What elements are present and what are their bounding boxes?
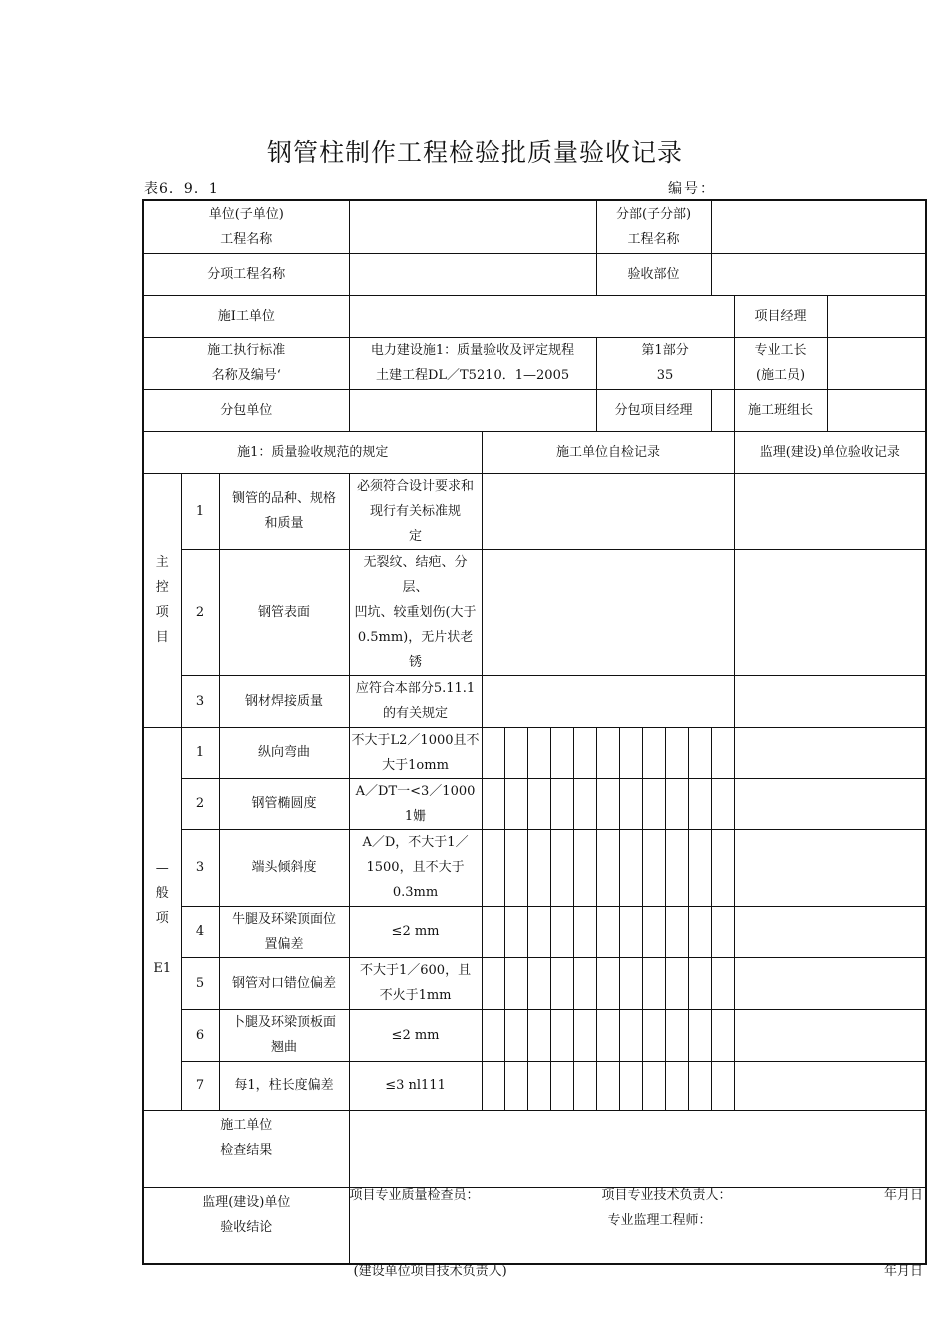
measure-cell[interactable] <box>482 1061 504 1110</box>
measure-cell[interactable] <box>688 727 711 778</box>
unit-name-label: 单位(子单位) 工程名称 <box>143 200 349 253</box>
table-row <box>143 957 926 1009</box>
measure-cell[interactable] <box>619 727 642 778</box>
measure-cell[interactable] <box>665 1061 688 1110</box>
measure-cell[interactable] <box>550 829 573 906</box>
accept-part-field[interactable] <box>711 253 926 295</box>
date-label: 年 月 日 <box>884 1264 924 1279</box>
item-name: 卜腿及环梁顶板面 翘曲 <box>219 1009 349 1061</box>
subcontract-unit-label: 分包单位 <box>143 389 349 431</box>
measure-cell[interactable] <box>711 906 734 957</box>
measure-cell[interactable] <box>482 1009 504 1061</box>
sub-pm-field[interactable] <box>711 389 734 431</box>
subcontract-unit-field[interactable] <box>349 389 596 431</box>
owner-tech-lead-label: (建设单位项目技术负责人) <box>353 1264 507 1279</box>
table-row <box>143 1009 926 1061</box>
measure-cell[interactable] <box>642 829 665 906</box>
table-row <box>143 1110 926 1187</box>
measure-cell[interactable] <box>665 727 688 778</box>
standard-value: 电力建设施1：质量验收及评定规程 土建工程DL／T5210．1—2005 <box>349 337 596 389</box>
table-row <box>143 549 926 675</box>
measure-cell[interactable] <box>504 829 527 906</box>
table-row <box>143 295 926 337</box>
item-requirement: ≤3 nl111 <box>349 1061 482 1110</box>
table-row <box>143 1187 926 1264</box>
construction-unit-label: 施I工单位 <box>143 295 349 337</box>
measure-cell[interactable] <box>688 829 711 906</box>
measure-cell[interactable] <box>504 727 527 778</box>
sub-project-label: 分部(子分部) 工程名称 <box>596 200 711 253</box>
measure-cell[interactable] <box>711 829 734 906</box>
measure-cell[interactable] <box>642 778 665 829</box>
measure-cell[interactable] <box>711 957 734 1009</box>
check-result-label: 施工单位 检查结果 <box>143 1110 349 1187</box>
table-row <box>143 253 926 295</box>
measure-cell[interactable] <box>688 1061 711 1110</box>
table-row <box>143 727 926 778</box>
measure-cell[interactable] <box>550 1009 573 1061</box>
foreman-label: 专业工长 (施工员) <box>734 337 827 389</box>
supervisor-field[interactable] <box>734 727 926 778</box>
measure-cell[interactable] <box>642 727 665 778</box>
self-check-field[interactable] <box>482 549 734 675</box>
accept-part-label: 验收部位 <box>596 253 711 295</box>
measure-cell[interactable] <box>619 957 642 1009</box>
measure-cell[interactable] <box>619 906 642 957</box>
measure-cell[interactable] <box>619 778 642 829</box>
item-requirement: 无裂纹、结疤、分层、 凹坑、较重划伤(大于 0.5mm)，无片状老锈 <box>349 549 482 675</box>
supervisor-field[interactable] <box>734 906 926 957</box>
supervisor-field[interactable] <box>734 778 926 829</box>
team-leader-label: 施工班组长 <box>734 389 827 431</box>
item-name: 铡管的品种、规格 和质量 <box>219 473 349 549</box>
item-name-label: 分项工程名称 <box>143 253 349 295</box>
item-name: 牛腿及环梁顶面位 置偏差 <box>219 906 349 957</box>
measure-cell[interactable] <box>527 906 550 957</box>
measure-cell[interactable] <box>550 1061 573 1110</box>
measure-cell[interactable] <box>550 957 573 1009</box>
item-name: 端头倾斜度 <box>219 829 349 906</box>
measure-cell[interactable] <box>619 1061 642 1110</box>
general-group-label: — 般 项 E1 <box>143 727 181 1110</box>
supervisor-conclusion-label: 监理(建设)单位 验收结论 <box>143 1187 349 1264</box>
item-number: 7 <box>181 1061 219 1110</box>
measure-cell[interactable] <box>596 727 619 778</box>
item-requirement: A／DT一<3／1000 1姗 <box>349 778 482 829</box>
document-number-label: 编号： <box>668 181 716 197</box>
measure-cell[interactable] <box>573 829 596 906</box>
item-requirement: 不大于L2／1000且不 大于1omm <box>349 727 482 778</box>
item-number: 2 <box>181 778 219 829</box>
construction-unit-field[interactable] <box>349 295 734 337</box>
measure-cell[interactable] <box>550 727 573 778</box>
measure-cell[interactable] <box>550 778 573 829</box>
supervisor-field[interactable] <box>734 549 926 675</box>
item-requirement: ≤2 mm <box>349 1009 482 1061</box>
quality-inspector-label: 项目专业质量检查员： <box>349 1187 480 1203</box>
measure-cell[interactable] <box>596 906 619 957</box>
measure-cell[interactable] <box>596 778 619 829</box>
item-number: 1 <box>181 727 219 778</box>
standard-label: 施工执行标准 名称及编号‘ <box>143 337 349 389</box>
measure-cell[interactable] <box>573 957 596 1009</box>
measure-cell[interactable] <box>482 829 504 906</box>
measure-cell[interactable] <box>688 1009 711 1061</box>
project-manager-label: 项目经理 <box>734 295 827 337</box>
table-row <box>143 389 926 431</box>
measure-cell[interactable] <box>573 1061 596 1110</box>
item-name: 每1，柱长度偏差 <box>219 1061 349 1110</box>
supervisor-field[interactable] <box>734 957 926 1009</box>
sub-pm-label: 分包项目经理 <box>596 389 711 431</box>
supervisor-field[interactable] <box>734 1009 926 1061</box>
measure-cell[interactable] <box>619 829 642 906</box>
measure-cell[interactable] <box>642 957 665 1009</box>
table-row <box>143 1061 926 1110</box>
measure-cell[interactable] <box>642 1009 665 1061</box>
supervisor-field[interactable] <box>734 473 926 549</box>
measure-cell[interactable] <box>642 1061 665 1110</box>
item-requirement: ≤2 mm <box>349 906 482 957</box>
self-check-field[interactable] <box>482 675 734 727</box>
main-control-group-label: 主 控 项 目 <box>143 473 181 727</box>
measure-cell[interactable] <box>482 957 504 1009</box>
item-requirement: 必须符合设计要求和 现行有关标准规 定 <box>349 473 482 549</box>
technical-lead-label: 项目专业技术负责人： <box>601 1187 732 1203</box>
date-label: 年 月 日 <box>884 1187 924 1203</box>
measure-cell[interactable] <box>527 778 550 829</box>
item-number: 3 <box>181 675 219 727</box>
measure-cell[interactable] <box>688 906 711 957</box>
table-row <box>143 675 926 727</box>
supervisor-field[interactable] <box>734 1061 926 1110</box>
check-result-field[interactable] <box>349 1110 926 1203</box>
measure-cell[interactable] <box>665 778 688 829</box>
item-name: 钢管对口错位偏差 <box>219 957 349 1009</box>
measure-cell[interactable] <box>711 1061 734 1110</box>
item-name: 钢管椭圆度 <box>219 778 349 829</box>
measure-cell[interactable] <box>573 1009 596 1061</box>
self-check-field[interactable] <box>482 473 734 549</box>
table-row <box>143 431 926 473</box>
measure-cell[interactable] <box>665 829 688 906</box>
table-row <box>143 778 926 829</box>
measure-cell[interactable] <box>596 1061 619 1110</box>
measure-cell[interactable] <box>573 906 596 957</box>
table-number: 表6．9．1 <box>144 181 219 197</box>
measure-cell[interactable] <box>527 727 550 778</box>
item-number: 1 <box>181 473 219 549</box>
item-number: 3 <box>181 829 219 906</box>
measure-cell[interactable] <box>573 778 596 829</box>
table-row <box>143 337 926 389</box>
item-requirement: 应符合本部分5.11.1 的有关规定 <box>349 675 482 727</box>
supervisor-field[interactable] <box>734 829 926 906</box>
measure-cell[interactable] <box>482 906 504 957</box>
table-row <box>143 200 926 253</box>
measure-cell[interactable] <box>596 957 619 1009</box>
measure-cell[interactable] <box>665 1009 688 1061</box>
item-name: 钢管表面 <box>219 549 349 675</box>
item-name-field[interactable] <box>349 253 596 295</box>
project-manager-field[interactable] <box>827 295 926 337</box>
foreman-field[interactable] <box>827 337 926 389</box>
measure-cell[interactable] <box>482 727 504 778</box>
measure-cell[interactable] <box>665 906 688 957</box>
measure-cell[interactable] <box>504 1009 527 1061</box>
spec-column-header: 施1：质量验收规范的规定 <box>143 431 482 473</box>
measure-cell[interactable] <box>504 957 527 1009</box>
sub-project-field[interactable] <box>711 200 926 253</box>
supervisor-column-header: 监理(建设)单位验收记录 <box>734 431 926 473</box>
item-name: 钢材焊接质量 <box>219 675 349 727</box>
measure-cell[interactable] <box>504 778 527 829</box>
supervising-engineer-label: 专业监理工程师： <box>607 1212 712 1228</box>
item-requirement: A／D，不大于1／ 1500，且不大于 0.3mm <box>349 829 482 906</box>
item-number: 5 <box>181 957 219 1009</box>
measure-cell[interactable] <box>573 727 596 778</box>
item-number: 6 <box>181 1009 219 1061</box>
measure-cell[interactable] <box>482 778 504 829</box>
measure-cell[interactable] <box>550 906 573 957</box>
supervisor-conclusion-field[interactable] <box>349 1187 926 1279</box>
measure-cell[interactable] <box>504 906 527 957</box>
table-row <box>143 473 926 549</box>
measure-cell[interactable] <box>527 1061 550 1110</box>
measure-cell[interactable] <box>527 957 550 1009</box>
item-number: 2 <box>181 549 219 675</box>
unit-name-field[interactable] <box>349 200 596 253</box>
measure-cell[interactable] <box>711 1009 734 1061</box>
measure-cell[interactable] <box>619 1009 642 1061</box>
self-check-column-header: 施工单位自检记录 <box>482 431 734 473</box>
measure-cell[interactable] <box>711 778 734 829</box>
table-row <box>143 906 926 957</box>
measure-cell[interactable] <box>596 829 619 906</box>
measure-cell[interactable] <box>642 906 665 957</box>
measure-cell[interactable] <box>596 1009 619 1061</box>
item-requirement: 不大于1／600，且 不火于1mm <box>349 957 482 1009</box>
supervisor-field[interactable] <box>734 675 926 727</box>
measure-cell[interactable] <box>688 778 711 829</box>
inspection-record-table <box>142 199 927 1279</box>
measure-cell[interactable] <box>527 1009 550 1061</box>
measure-cell[interactable] <box>711 727 734 778</box>
measure-cell[interactable] <box>688 957 711 1009</box>
page-title: 钢管柱制作工程检验批质量验收记录 <box>266 138 683 167</box>
item-name: 纵向弯曲 <box>219 727 349 778</box>
measure-cell[interactable] <box>504 1061 527 1110</box>
measure-cell[interactable] <box>665 957 688 1009</box>
measure-cell[interactable] <box>527 829 550 906</box>
team-leader-field[interactable] <box>827 389 926 431</box>
table-row <box>143 829 926 906</box>
standard-part: 第1部分 35 <box>596 337 734 389</box>
item-number: 4 <box>181 906 219 957</box>
